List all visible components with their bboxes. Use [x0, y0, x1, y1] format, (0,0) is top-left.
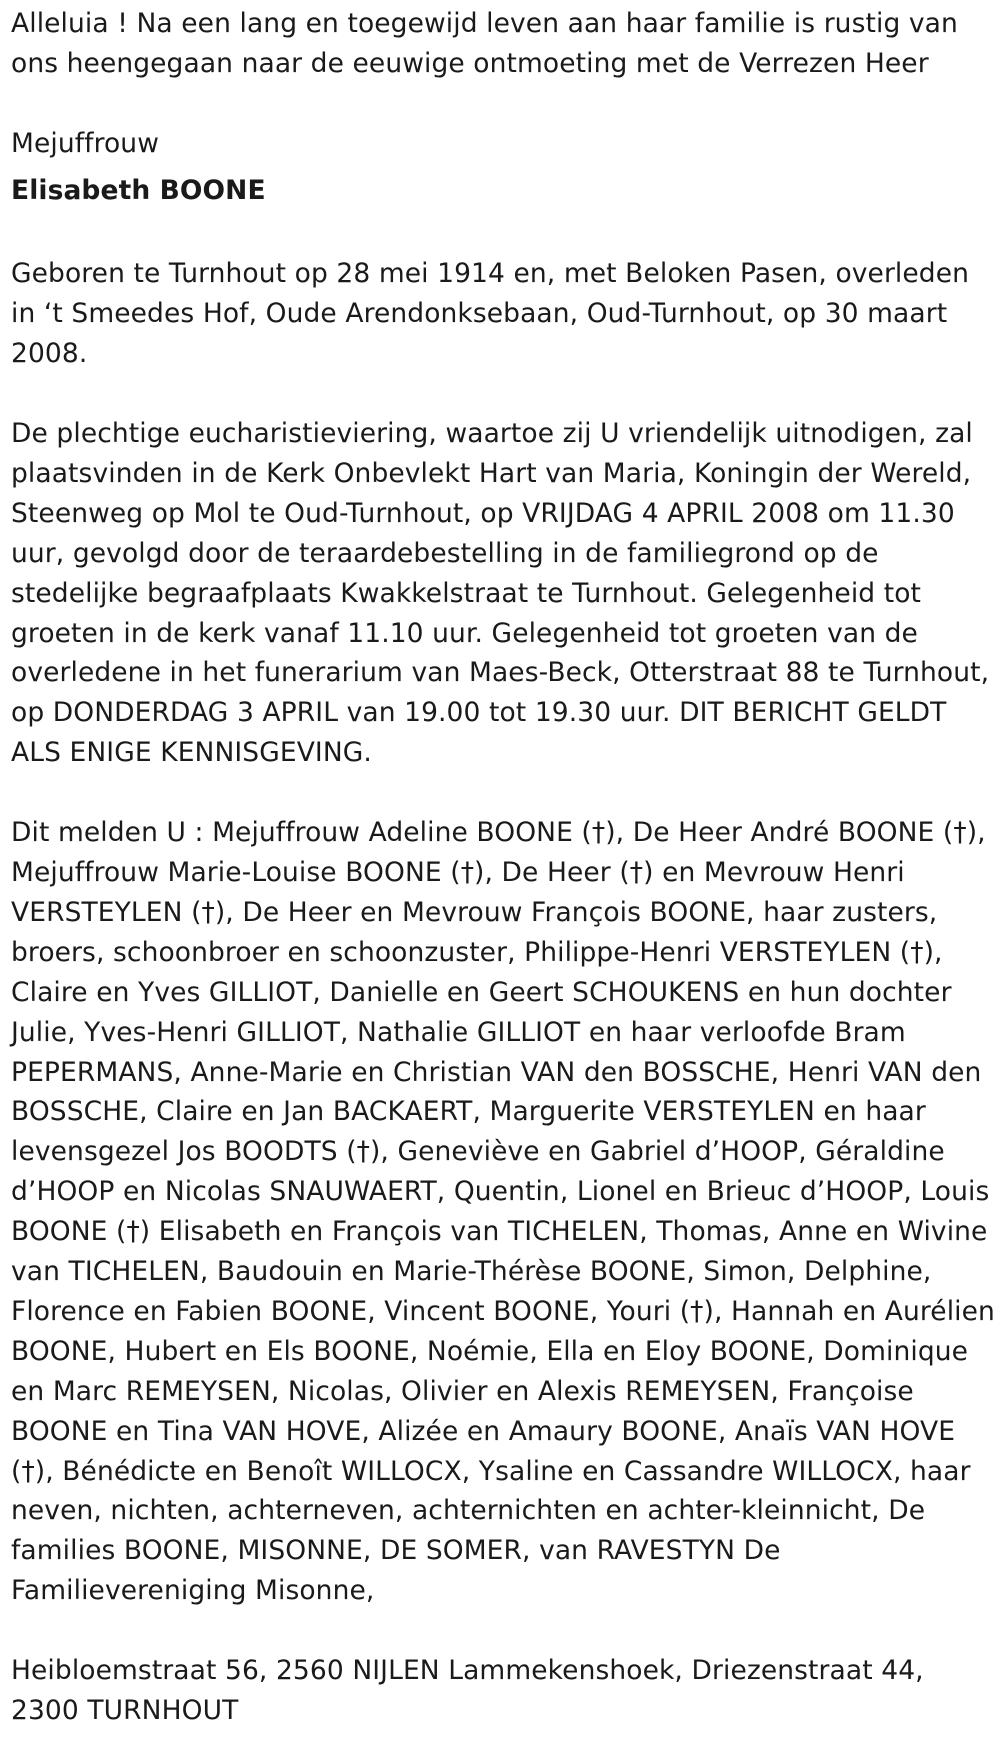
spacer — [11, 773, 996, 813]
spacer — [11, 1611, 996, 1651]
death-notice — [11, 4, 996, 1731]
spacer — [11, 374, 996, 414]
spacer — [11, 84, 996, 124]
address-paragraph: Heibloemstraat 56, 2560 NIJLEN Lammekenshoek, Driezenstraat 44, 2300 TURNHOUT — [11, 1655, 924, 1726]
deceased-name: Elisabeth BOONE — [11, 174, 266, 206]
salutation: Mejuffrouw — [11, 127, 159, 159]
family-paragraph: Dit melden U : Mejuffrouw Adeline BOONE (†), De Heer André BOONE (†), Mejuffrouw Marie-Louise BOONE (†), De Heer (†) en Mevrouw Henri VERSTEYLEN (†), De Heer en Mevrouw François BOONE, haar zusters, broers, schoonbroer en schoonzuster, Philippe-Henri VERSTEYLEN (†), Claire en Yves GILLIOT, Danielle en Geert SCHOUKENS en hun dochter Julie, Yves-Henri GILLIOT, Nathalie GILLIOT en haar verloofde Bram PEPERMANS, Anne-Marie en Christian VAN den BOSSCHE, Henri VAN den BOSSCHE, Claire en Jan BACKAERT, Marguerite VERSTEYLEN en haar levensgezel Jos BOODTS (†), Geneviève en Gabriel d’HOOP, Géraldine d’HOOP en Nicolas SNAUWAERT, Quentin, Lionel en Brieuc d’HOOP, Louis BOONE (†) Elisabeth en François van TICHELEN, Thomas, Anne en Wivine van TICHELEN, Baudouin en Marie-Thérèse BOONE, Simon, Delphine, Florence en Fabien BOONE, Vincent BOONE, Youri (†), Hannah en Aurélien BOONE, Hubert en Els BOONE, Noémie, Ella en Eloy BOONE, Dominique en Marc REMEYSEN, Nicolas, Olivier en Alexis REMEYSEN, Françoise BOONE en Tina VAN HOVE, Alizée en Amaury BOONE, Anaïs VAN HOVE (†), Bénédicte en Benoît WILLOCX, Ysaline en Cassandre WILLOCX, haar neven, nichten, achterneven, achternichten en achter-kleinnicht, De families BOONE, MISONNE, DE SOMER, van RAVESTYN De Familievereniging Misonne, — [11, 817, 995, 1607]
ceremony-paragraph: De plechtige eucharistieviering, waartoe zij U vriendelijk uitnodigen, zal plaatsvinden in de Kerk Onbevlekt Hart van Maria, Koningin der Wereld, Steenweg op Mol te Oud-Turnhout, op VRIJDAG 4 APRIL 2008 om 11.30 uur, gevolgd door de teraardebestelling in de familiegrond op de stedelijke begraafplaats Kwakkelstraat te Turnhout. Gelegenheid tot groeten in de kerk vanaf 11.10 uur. Gelegenheid tot groeten van de overledene in het funerarium van Maes-Beck, Otterstraat 88 te Turnhout, op DONDERDAG 3 APRIL van 19.00 tot 19.30 uur. DIT BERICHT GELDT ALS ENIGE KENNISGEVING. — [11, 418, 990, 769]
intro-text: Alleluia ! Na een lang en toegewijd leven aan haar familie is rustig van ons heengegaan naar de eeuwige ontmoeting met de Verrezen Heer — [11, 8, 958, 79]
spacer — [11, 215, 996, 255]
birth-death-paragraph: Geboren te Turnhout op 28 mei 1914 en, met Beloken Pasen, overleden in ‘t Smeedes Hof, Oude Arendonksebaan, Oud-Turnhout, op 30 maart 2008. — [11, 258, 970, 370]
